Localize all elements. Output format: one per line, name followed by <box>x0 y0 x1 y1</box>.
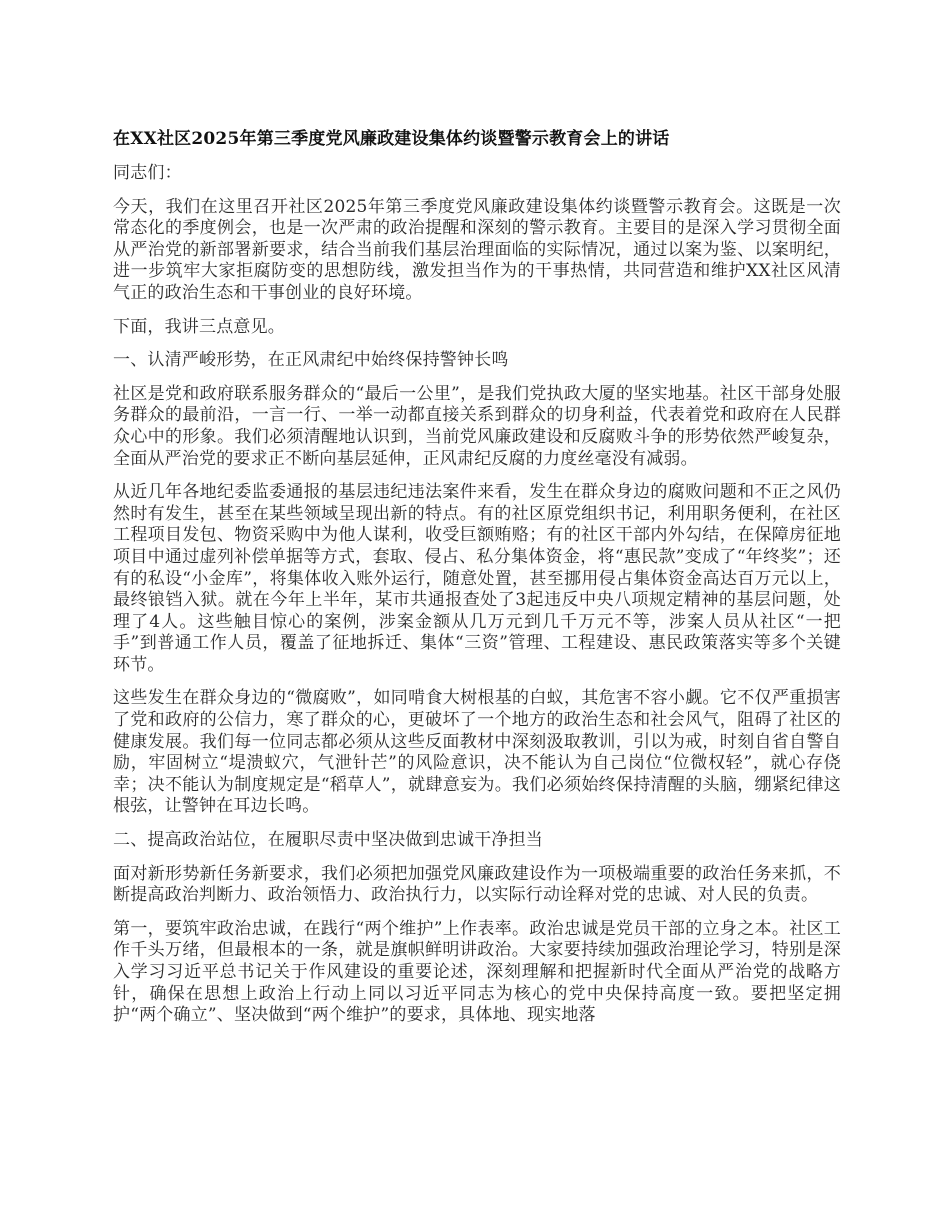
intro-paragraph: 今天，我们在这里召开社区2025年第三季度党风廉政建设集体约谈暨警示教育会。这既是一次常态化的季度例会，也是一次严肃的政治提醒和深刻的警示教育。主要目的是深入学习贯彻全面从严治党的新部署新要求，结合当前我们基层治理面临的实际情况，通过以案为鉴、以案明纪，进一步筑牢大家拒腐防变的思想防线，激发担当作为的干事热情，共同营造和维护XX社区风清气正的政治生态和干事创业的良好环境。 <box>113 196 841 303</box>
document-page <box>113 128 841 1039</box>
outline-paragraph: 下面，我讲三点意见。 <box>113 316 285 337</box>
salutation: 同志们： <box>113 163 182 183</box>
body-paragraph: 从近几年各地纪委监委通报的基层违纪违法案件来看，发生在群众身边的腐败问题和不正之风仍然时有发生，甚至在某些领域呈现出新的特点。有的社区原党组织书记，利用职务便利，在社区工程项目发包、物资采购中为他人谋利，收受巨额贿赂；有的社区干部内外勾结，在保障房征地项目中通过虚列补偿单据等方式，套取、侵占、私分集体资金，将“惠民款”变成了“年终奖”；还有的私设“小金库”，将集体收入账外运行，随意处置，甚至挪用侵占集体资金高达百万元以上，最终锒铛入狱。就在今年上半年，某市共通报查处了3起违反中央八项规定精神的基层问题，处理了4人。这些触目惊心的案例，涉案金额从几万元到几千万元不等，涉案人员从社区“一把手”到普通工作人员，覆盖了征地拆迁、集体“三资”管理、工程建设、惠民政策落实等多个关键环节。 <box>113 482 841 675</box>
body-paragraph: 面对新形势新任务新要求，我们必须把加强党风廉政建设作为一项极端重要的政治任务来抓，不断提高政治判断力、政治领悟力、政治执行力，以实际行动诠释对党的忠诚、对人民的负责。 <box>113 863 841 906</box>
body-paragraph: 这些发生在群众身边的“微腐败”，如同啃食大树根基的白蚁，其危害不容小觑。它不仅严重损害了党和政府的公信力，寒了群众的心，更破坏了一个地方的政治生态和社会风气，阻碍了社区的健康发展。我们每一位同志都必须从这些反面教材中深刻汲取教训，引以为戒，时刻自省自警自励，牢固树立“堤溃蚁穴，气泄针芒”的风险意识，决不能认为自己岗位“位微权轻”，就心存侥幸；决不能认为制度规定是“稻草人”，就肆意妄为。我们必须始终保持清醒的头脑，绷紧纪律这根弦，让警钟在耳边长鸣。 <box>113 688 841 817</box>
body-paragraph: 第一，要筑牢政治忠诚，在践行“两个维护”上作表率。政治忠诚是党员干部的立身之本。社区工作千头万绪，但最根本的一条，就是旗帜鲜明讲政治。大家要持续加强政治理论学习，特别是深入学习习近平总书记关于作风建设的重要论述，深刻理解和把握新时代全面从严治党的战略方针，确保在思想上政治上行动上同以习近平同志为核心的党中央保持高度一致。要把坚定拥护“两个确立”、坚决做到“两个维护”的要求，具体地、现实地落 <box>113 918 841 1026</box>
body-paragraph: 社区是党和政府联系服务群众的“最后一公里”，是我们党执政大厦的坚实地基。社区干部身处服务群众的最前沿，一言一行、一举一动都直接关系到群众的切身利益，代表着党和政府在人民群众心中的形象。我们必须清醒地认识到，当前党风廉政建设和反腐败斗争的形势依然严峻复杂，全面从严治党的要求正不断向基层延伸，正风肃纪反腐的力度丝毫没有减弱。 <box>113 383 841 469</box>
section-heading-2: 二、提高政治站位，在履职尽责中坚决做到忠诚干净担当 <box>113 830 543 851</box>
section-heading-1: 一、认清严峻形势，在正风肃纪中始终保持警钟长鸣 <box>113 350 509 371</box>
document-title: 在XX社区2025年第三季度党风廉政建设集体约谈暨警示教育会上的讲话 <box>113 129 670 149</box>
